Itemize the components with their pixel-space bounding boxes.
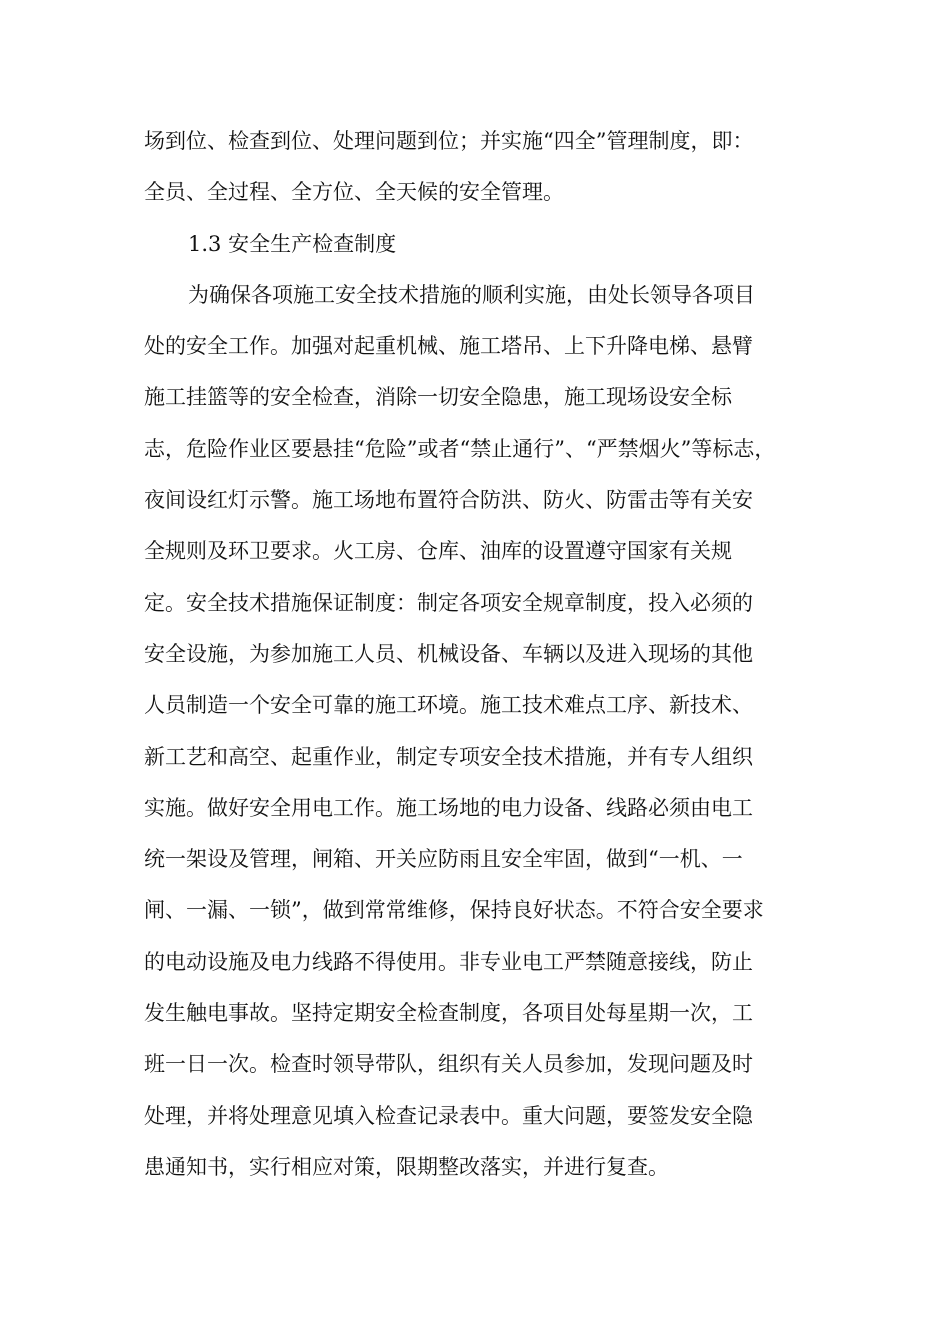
- paragraph-line: 定。安全技术措施保证制度：制定各项安全规章制度，投入必须的: [144, 590, 753, 615]
- paragraph-line: 施工挂篮等的安全检查，消除一切安全隐患，施工现场设安全标: [144, 385, 732, 410]
- section-heading: 1.3 安全生产检查制度: [188, 231, 397, 256]
- body-text: [144, 116, 808, 1193]
- text-line-continuation: 场到位、检查到位、处理问题到位；并实施“四全”管理制度，即：: [144, 129, 754, 153]
- paragraph-line: 处的安全工作。加强对起重机械、施工塔吊、上下升降电梯、悬臂: [144, 334, 753, 359]
- paragraph-line: 发生触电事故。坚持定期安全检查制度，各项目处每星期一次，工: [144, 1001, 753, 1026]
- paragraph-line: 夜间设红灯示警。施工场地布置符合防洪、防火、防雷击等有关安: [144, 488, 753, 513]
- paragraph-line: 统一架设及管理，闸箱、开关应防雨且安全牢固，做到“一机、一: [144, 847, 743, 872]
- paragraph-line: 新工艺和高空、起重作业，制定专项安全技术措施，并有专人组织: [144, 744, 753, 769]
- paragraph-line: 全规则及环卫要求。火工房、仓库、油库的设置遵守国家有关规: [144, 539, 732, 564]
- paragraph-line: 安全设施，为参加施工人员、机械设备、车辆以及进入现场的其他: [144, 641, 753, 666]
- paragraph-last-line: 患通知书，实行相应对策，限期整改落实，并进行复查。: [144, 1154, 669, 1179]
- paragraph-line: 的电动设施及电力线路不得使用。非专业电工严禁随意接线，防止: [144, 949, 753, 974]
- paragraph-first-line: 为确保各项施工安全技术措施的顺利实施，由处长领导各项目: [188, 282, 755, 307]
- paragraph-line: 班一日一次。检查时领导带队，组织有关人员参加，发现问题及时: [144, 1052, 753, 1077]
- paragraph-line: 人员制造一个安全可靠的施工环境。施工技术难点工序、新技术、: [144, 693, 753, 718]
- paragraph-line: 志，危险作业区要悬挂“危险”或者“禁止通行”、“严禁烟火”等标志，: [144, 436, 776, 461]
- text-line-continuation-end: 全员、全过程、全方位、全天候的安全管理。: [144, 180, 564, 205]
- paragraph-line: 实施。做好安全用电工作。施工场地的电力设备、线路必须由电工: [144, 795, 753, 820]
- paragraph-line: 处理，并将处理意见填入检查记录表中。重大问题，要签发安全隐: [144, 1103, 753, 1128]
- paragraph-line: 闸、一漏、一锁”，做到常常维修，保持良好状态。不符合安全要求: [144, 898, 764, 923]
